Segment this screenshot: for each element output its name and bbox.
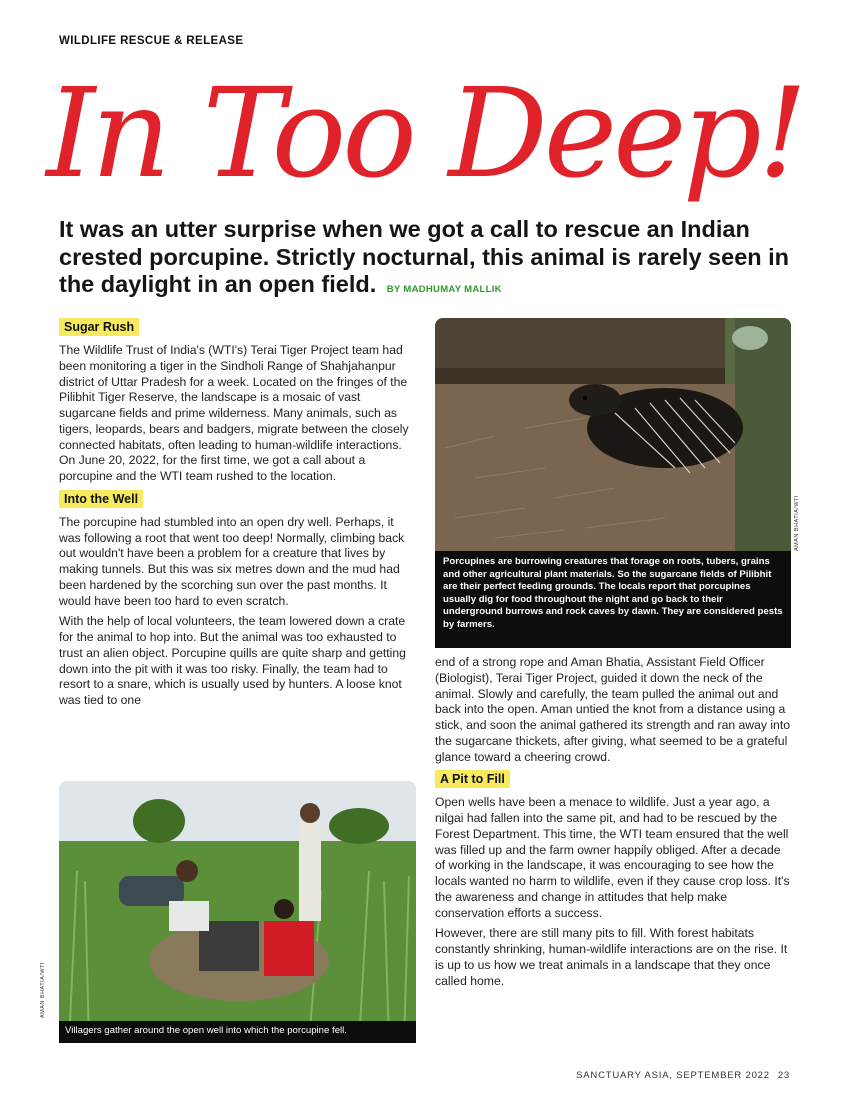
- page-number: 23: [777, 1070, 790, 1081]
- byline: BY MADHUMAY MALLIK: [386, 284, 502, 295]
- subhead-a-pit-to-fill: A Pit to Fill: [435, 770, 510, 788]
- headline-graphic: [0, 40, 850, 210]
- villagers-photo: [59, 781, 416, 1043]
- porcupine-caption: Porcupines are burrowing creatures that forage on roots, tubers, grains and other agricultural plant materials. So the sugarcane fields of Pilibhit are their perfect feeding grounds. The locals report that porcupines usually dig for food throughout the night and go back to their underground burrows and rock caves by dawn. They are considered pests by farmers.: [435, 551, 791, 648]
- subhead-into-the-well: Into the Well: [59, 490, 143, 508]
- footer: [576, 1070, 790, 1081]
- photo-credit: AMAN BHATIA/WTI: [40, 962, 46, 1018]
- photo-credit: AMAN BHATIA/WTI: [794, 495, 800, 551]
- intro-text: It was an utter surprise when we got a call to rescue an Indian crested porcupine. Strictly nocturnal, this animal is rarely seen in the daylight in an open field.: [59, 216, 790, 297]
- paragraph: However, there are still many pits to fill. With forest habitats constantly shrinking, human-wildlife interactions are on the rise. It is up to us how we treat animals in a landscape that they once called home.: [435, 926, 788, 988]
- subhead-sugar-rush: Sugar Rush: [59, 318, 139, 336]
- section-tag: WILDLIFE RESCUE & RELEASE: [59, 35, 244, 47]
- paragraph: Open wells have been a menace to wildlife. Just a year ago, a nilgai had fallen into the same pit, and had to be rescued by the Forest Department. This time, the WTI team ensured that the well was filled up and the farm owner happily obliged. After a decade of working in the landscape, it was encouraging to see how the locals wanted no harm to wildlife, even if they cause crop loss. It's the awareness and change in attitudes that help make conservation efforts a success.: [435, 795, 790, 920]
- left-column: [59, 318, 417, 714]
- right-column: [435, 655, 793, 994]
- paragraph: With the help of local volunteers, the team lowered down a crate for the animal to hop into. But the animal was too exhausted to trust an alien object. Porcupine quills are quite sharp and getting down into the pit with it was too risky. Finally, the team had to resort to a snare, which is usually used by hunters. A loose knot was tied to one: [59, 614, 406, 707]
- headline-text: In Too Deep!: [46, 62, 804, 206]
- paragraph: end of a strong rope and Aman Bhatia, Assistant Field Officer (Biologist), Terai Tiger Project, guided it down the neck of the animal. Slowly and carefully, the team pulled the animal out and back into the open. Aman untied the knot from a distance using a stick, and soon the animal gathered its strength and ran away into the sugarcane thickets, after giving, what seemed to be a grateful glance toward a cheering crowd.: [435, 655, 791, 764]
- paragraph: The Wildlife Trust of India's (WTI's) Terai Tiger Project team had been monitoring a tiger in the Sindholi Range of Shahjahanpur district of Uttar Pradesh for a week. Located on the fringes of the Pilibhit Tiger Reserve, the landscape is a mosaic of vast sugarcane fields and prime wilderness. Many animals, such as tigers, leopards, bears and badgers, migrate between the closely connected habitats, often leading to human-wildlife interactions. On June 20, 2022, for the first time, we got a call about a porcupine and the WTI team rushed to the location.: [59, 343, 409, 483]
- magazine-info: SANCTUARY ASIA, SEPTEMBER 2022: [576, 1070, 770, 1081]
- intro: [59, 216, 799, 304]
- paragraph: The porcupine had stumbled into an open dry well. Perhaps, it was following a root that went too deep! Normally, climbing back out wouldn't have been a problem for a creature that lives by making tunnels. But this was six metres down and the mud had been hardened by the scorching sun over the past months. It would have been too hard to even scratch.: [59, 514, 405, 608]
- villagers-caption: Villagers gather around the open well into which the porcupine fell.: [59, 1021, 416, 1043]
- headline: [0, 40, 850, 210]
